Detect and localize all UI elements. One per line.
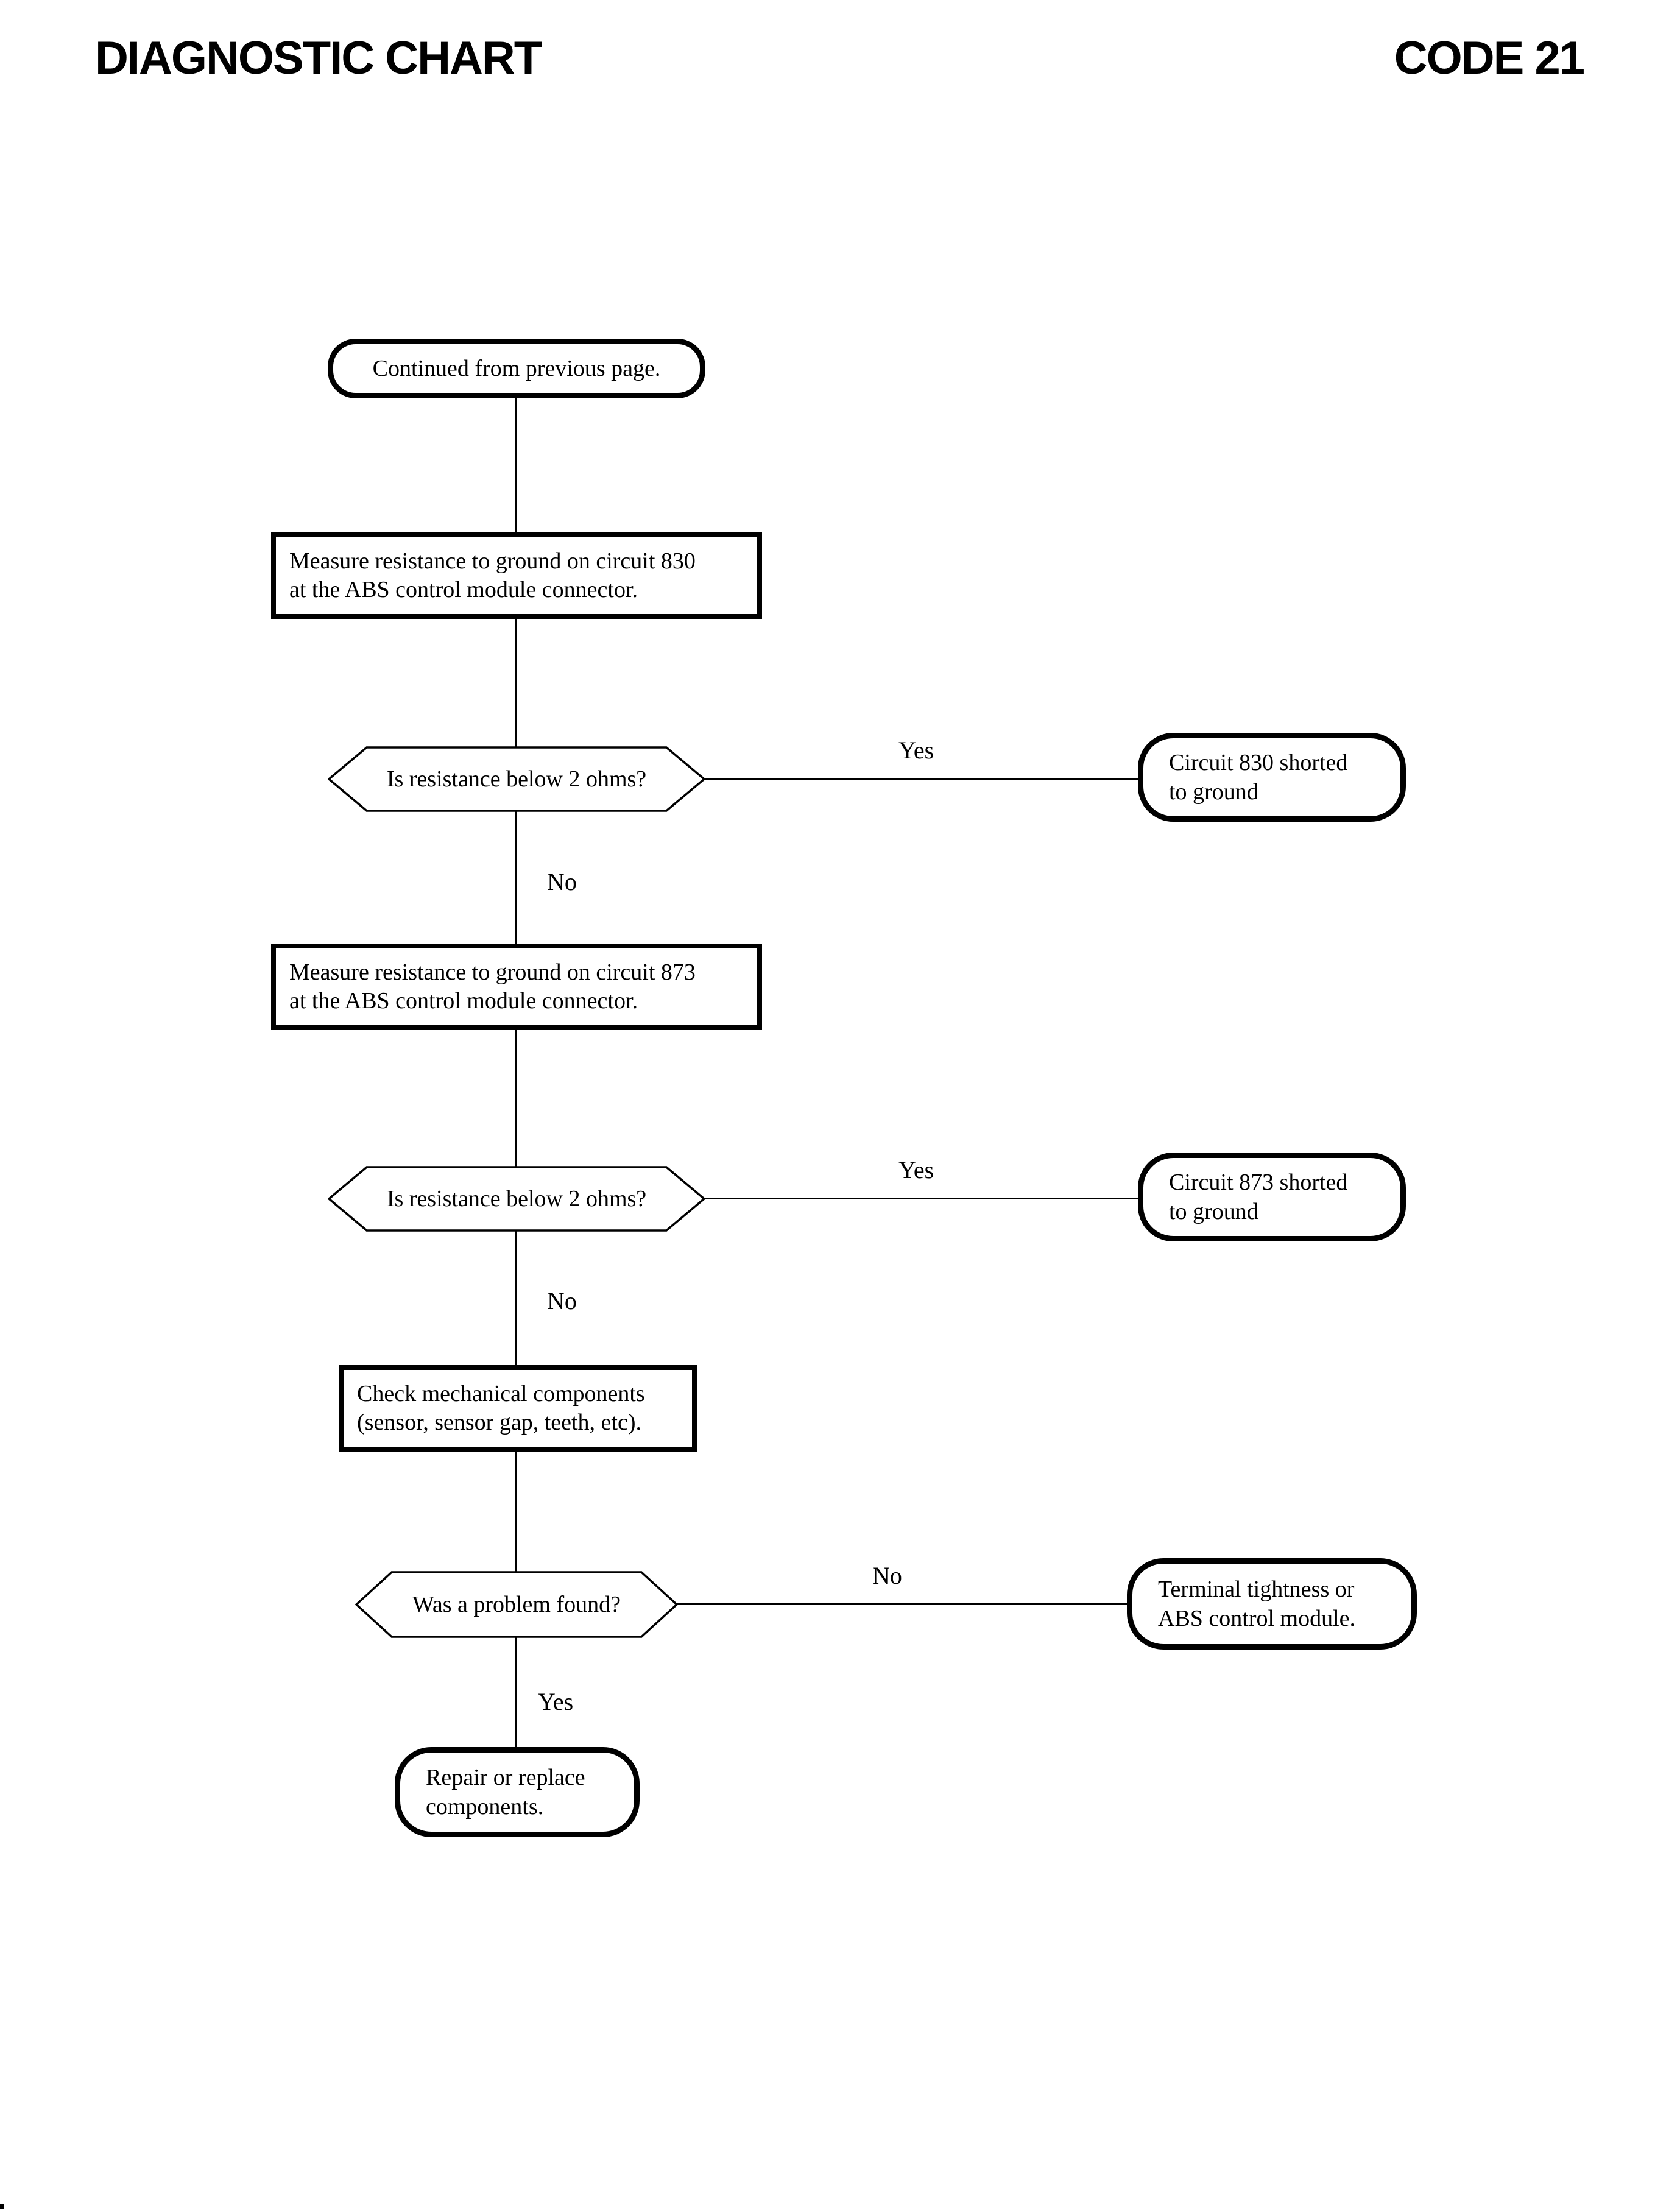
decision-resistance-830 [328, 746, 705, 812]
process-line: Measure resistance to ground on circuit 830 [289, 548, 696, 574]
start-terminal [328, 339, 705, 398]
connector-decision2-to-result2 [702, 1198, 1139, 1199]
terminal-line: to ground [1169, 779, 1258, 805]
connector-start-to-process1 [515, 397, 517, 534]
connector-decision1-to-process2 [515, 810, 517, 945]
terminal-line: Terminal tightness or [1158, 1576, 1355, 1602]
terminal-line: ABS control module. [1158, 1606, 1356, 1631]
connector-decision3-to-result4 [515, 1636, 517, 1749]
decision-label: Is resistance below 2 ohms? [386, 766, 647, 792]
result-circuit-830-shorted [1138, 733, 1406, 822]
terminal-line: Repair or replace [426, 1765, 585, 1790]
result-terminal-tightness [1127, 1558, 1417, 1650]
process-line: (sensor, sensor gap, teeth, etc). [357, 1410, 641, 1435]
terminal-line: to ground [1169, 1199, 1258, 1224]
decision-resistance-873 [328, 1166, 705, 1232]
connector-decision1-to-result1 [702, 778, 1139, 780]
edge-label-yes: Yes [898, 1156, 934, 1184]
connector-process3-to-decision3 [515, 1450, 517, 1572]
decision-label: Was a problem found? [412, 1592, 621, 1617]
scan-artifact [0, 2204, 4, 2209]
process-line: Measure resistance to ground on circuit 873 [289, 959, 696, 985]
edge-label-yes: Yes [538, 1688, 574, 1715]
page-code: CODE 21 [1394, 32, 1584, 84]
decision-problem-found [355, 1571, 678, 1638]
process-measure-circuit-873 [271, 944, 762, 1030]
start-terminal-label: Continued from previous page. [372, 356, 661, 381]
connector-decision2-to-process3 [515, 1230, 517, 1366]
result-circuit-873-shorted [1138, 1153, 1406, 1241]
process-measure-circuit-830 [271, 532, 762, 619]
page-title: DIAGNOSTIC CHART [95, 32, 542, 84]
process-check-mechanical [339, 1365, 697, 1452]
connector-process1-to-decision1 [515, 618, 517, 748]
result-repair-replace [395, 1747, 640, 1837]
connector-process2-to-decision2 [515, 1029, 517, 1168]
edge-label-no: No [872, 1562, 902, 1589]
edge-label-no: No [547, 1287, 577, 1315]
process-line: at the ABS control module connector. [289, 577, 638, 602]
connector-decision3-to-result3 [674, 1603, 1128, 1605]
edge-label-no: No [547, 868, 577, 895]
terminal-line: Circuit 830 shorted [1169, 750, 1348, 775]
terminal-line: components. [426, 1794, 544, 1820]
decision-label: Is resistance below 2 ohms? [386, 1186, 647, 1212]
process-line: Check mechanical components [357, 1381, 645, 1407]
process-line: at the ABS control module connector. [289, 988, 638, 1014]
edge-label-yes: Yes [898, 736, 934, 764]
terminal-line: Circuit 873 shorted [1169, 1170, 1348, 1195]
